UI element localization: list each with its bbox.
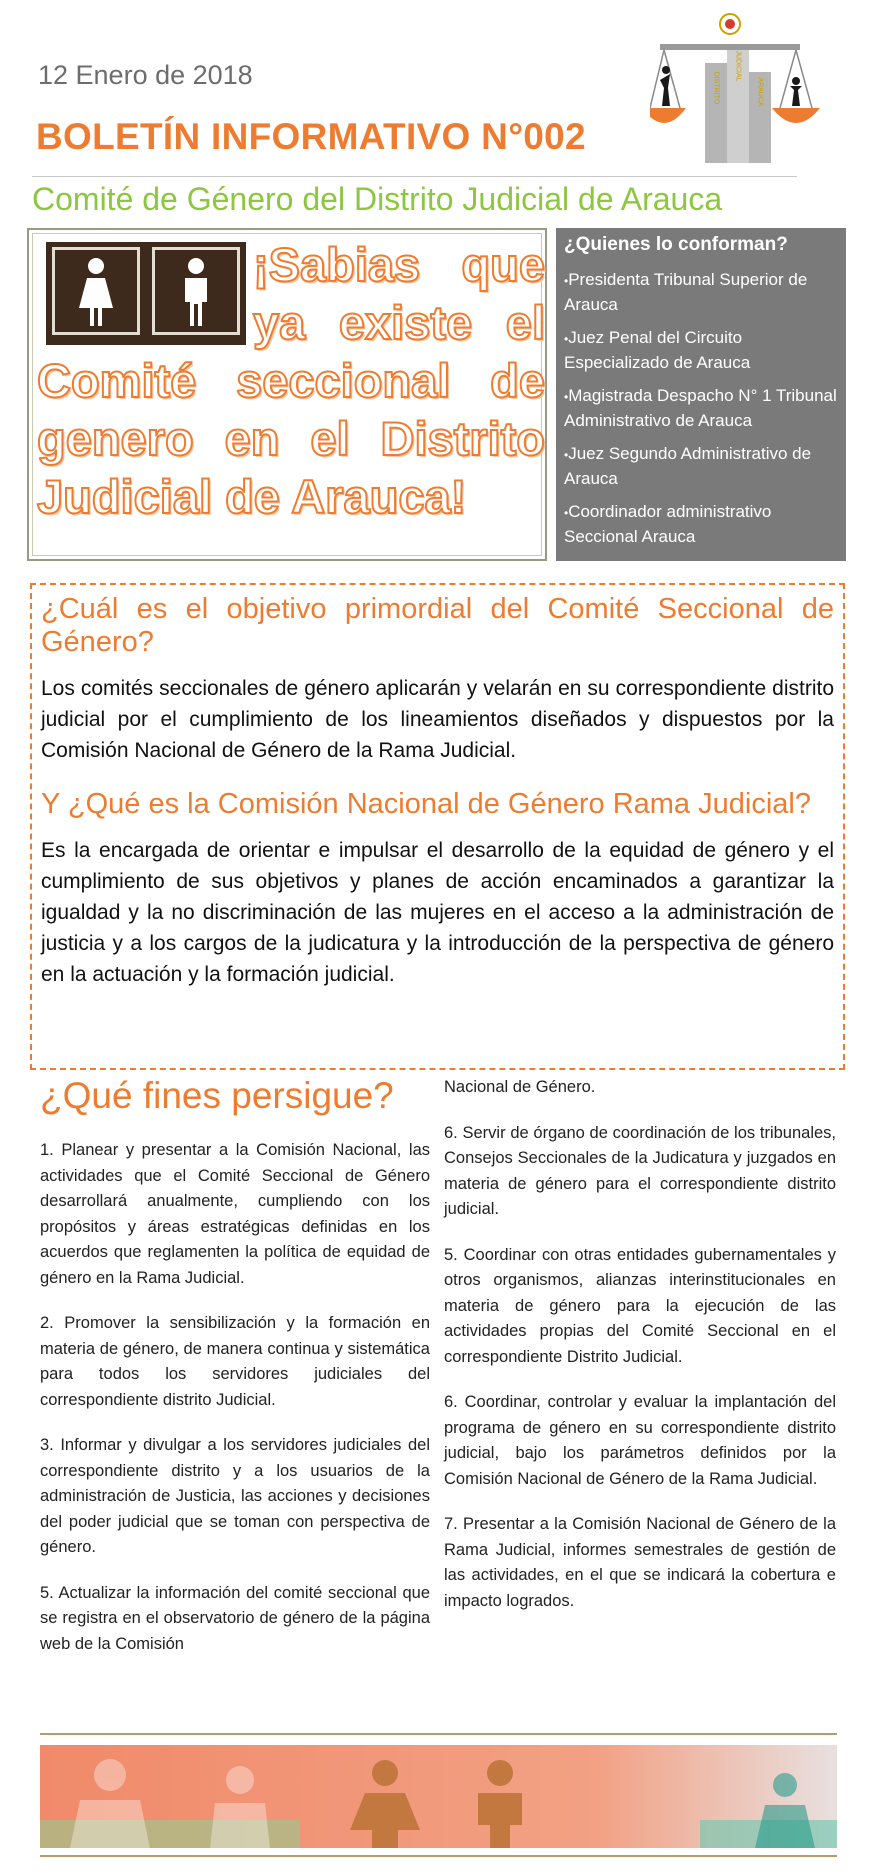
objective-box — [30, 583, 845, 1070]
figure-left-icon — [660, 74, 670, 106]
bulletin-title: BOLETÍN INFORMATIVO N°002 — [36, 116, 586, 157]
members-heading: ¿Quienes lo conforman? — [564, 234, 788, 255]
member-item: • Magistrada Despacho N° 1 Tribunal Administrativo de Arauca — [564, 384, 838, 433]
fines-item: 7. Presentar a la Comisión Nacional de Género de la Rama Judicial, informes semestrales de gestión de las actividades, en el que se indicará la cobertura e impacto logrados. — [444, 1515, 836, 1610]
fines-item: 5. Coordinar con otras entidades gubernamentales y otros organismos, alianzas interinstitucionales en materia de género para la ejecución de las actividades propias del Comité Seccional en el correspondiente Distrito Judicial. — [444, 1245, 836, 1366]
header-divider — [32, 176, 797, 177]
promo-headline: ¡Sabias que ya existe el Comité seccional de genero en el Distrito Judicial de Arauca! — [37, 238, 545, 523]
fines-item: Nacional de Género. — [444, 1078, 596, 1096]
bulletin-subtitle: Comité de Género del Distrito Judicial de Arauca — [32, 181, 723, 217]
logo-label-right: ARAUCA — [756, 77, 764, 107]
commission-question: Y ¿Qué es la Comisión Nacional de Género Rama Judicial? — [41, 788, 811, 820]
fines-title: ¿Qué fines persigue? — [40, 1075, 394, 1116]
member-item: • Juez Segundo Administrativo de Arauca — [564, 442, 838, 491]
fines-item: 2. Promover la sensibilización y la formación en materia de género, de manera continua y sistemática para todos los servidores judiciales del correspondiente distrito Judicial. — [40, 1314, 430, 1409]
promo-box — [27, 228, 547, 561]
scales-of-justice-logo — [650, 8, 870, 168]
footer-banner — [40, 1745, 837, 1848]
fines-item: 1. Planear y presentar a la Comisión Nacional, las actividades que el Comité Seccional de Género desarrollará anualmente, cumpliendo con los propósitos y áreas estratégicas definidas en los acuerdos que reglamenten la política de equidad de género en la Rama Judicial. — [40, 1141, 430, 1287]
fines-item: 5. Actualizar la información del comité seccional que se registra en el observatorio de género de la página web de la Comisión — [40, 1583, 430, 1653]
footer-rule-bottom — [40, 1855, 837, 1857]
objective-question: ¿Cuál es el objetivo primordial del Comité Seccional de Género? — [41, 593, 834, 658]
member-item: • Presidenta Tribunal Superior de Arauca — [564, 268, 838, 317]
commission-answer: Es la encargada de orientar e impulsar el desarrollo de la equidad de género y el cumplimiento de sus objetivos y planes de acción encaminados a garantizar la igualdad y la no discriminación de las mujeres en el acceso a la administración de justicia y a los cargos de la judicatura y la introducción de la perspectiva de género en la actuación y la formación judicial. — [41, 839, 834, 986]
member-item: • Coordinador administrativo Seccional Arauca — [564, 500, 838, 549]
logo-label-middle: JUDICIAL — [734, 50, 742, 82]
figure-right-icon — [790, 86, 802, 106]
fines-item: 3. Informar y divulgar a los servidores judiciales del correspondiente distrito y a los usuarios de la administración de Justicia, las acciones y decisiones del poder judicial que se toman con perspectiva de género. — [40, 1436, 430, 1556]
fines-item: 6. Servir de órgano de coordinación de los tribunales, Consejos Seccionales de la Judicatura y juzgados en materia de género para el correspondiente distrito judicial. — [444, 1123, 836, 1218]
objective-answer: Los comités seccionales de género aplicarán y velarán en su correspondiente distrito judicial por el cumplimiento de los lineamientos diseñados y dispuestos por la Comisión Nacional de Género de la Rama Judicial. — [41, 677, 834, 762]
issue-date: 12 Enero de 2018 — [38, 60, 253, 90]
members-list — [564, 268, 838, 549]
member-item: • Juez Penal del Circuito Especializado de Arauca — [564, 326, 838, 375]
fines-item: 6. Coordinar, controlar y evaluar la implantación del programa de género en su correspondiente distrito judicial, bajo los parámetros definidos por la Comisión Nacional de Género de la Rama Judicial. — [444, 1393, 836, 1488]
footer-rule-top — [40, 1733, 837, 1735]
logo-label-left: DISTRITO — [712, 71, 720, 105]
fines-right-column — [444, 1075, 836, 1634]
members-panel — [556, 228, 846, 561]
fines-left-column — [40, 1138, 430, 1677]
